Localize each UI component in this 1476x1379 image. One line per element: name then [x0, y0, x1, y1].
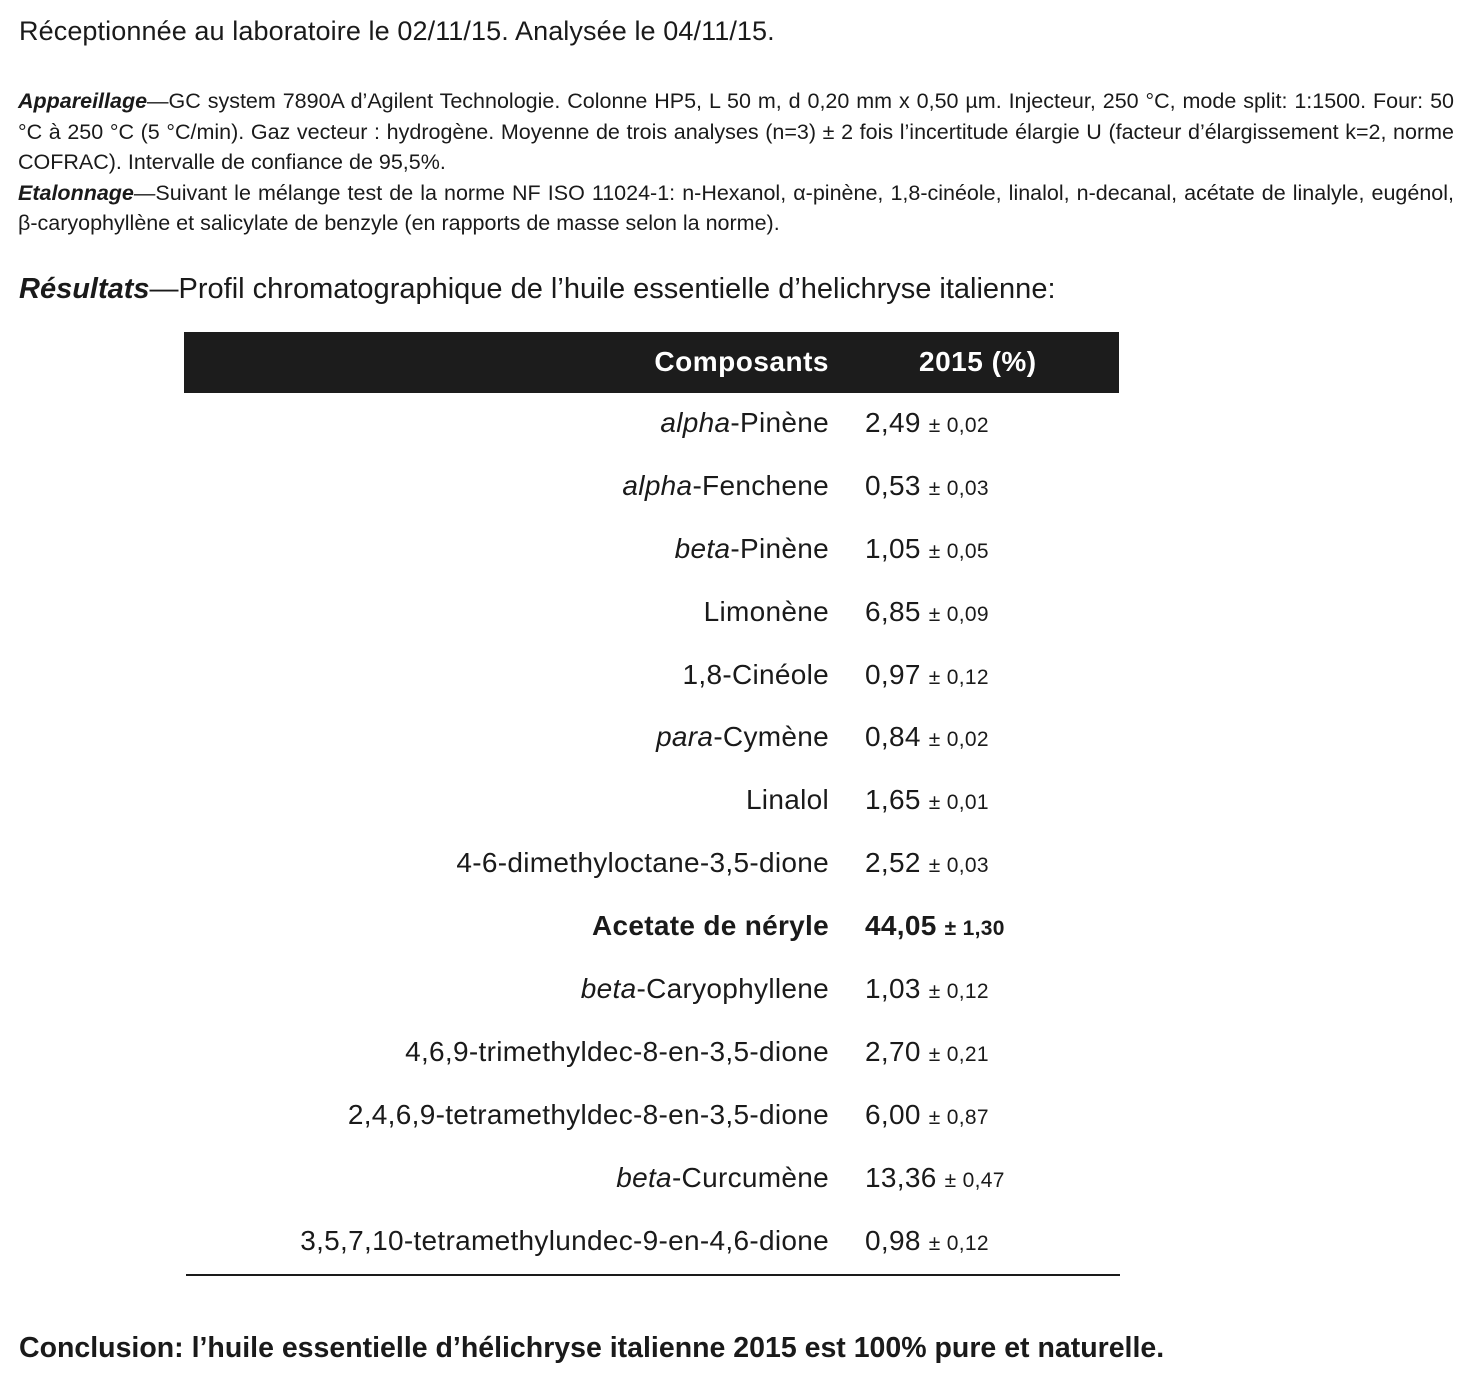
- uncertainty-value: ± 0,03: [928, 476, 989, 500]
- component-value: [865, 407, 989, 439]
- component-prefix: beta: [674, 532, 731, 564]
- reception-line: Réceptionnée au laboratoire le 02/11/15. Analysée le 04/11/15.: [19, 16, 775, 46]
- etalonnage-label: Etalonnage: [18, 180, 134, 205]
- component-label: 2,4,6,9-tetramethyldec-8-en-3,5-dione: [347, 1098, 829, 1130]
- component-label: -Pinène: [730, 532, 829, 564]
- uncertainty-value: ± 0,12: [928, 1231, 989, 1255]
- component-label: -Caryophyllene: [636, 973, 829, 1005]
- methods-section: [18, 86, 1454, 239]
- column-header-components: Composants: [654, 346, 829, 377]
- component-prefix: beta: [580, 973, 637, 1005]
- results-heading: [19, 271, 1056, 307]
- table-row: [184, 1213, 1119, 1276]
- etalonnage-paragraph: [18, 178, 1454, 239]
- component-label: Acetate de néryle: [592, 910, 829, 942]
- table-row: [184, 1087, 1119, 1150]
- conclusion: Conclusion: l’huile essentielle d’hélichryse italienne 2015 est 100% pure et naturelle.: [19, 1332, 1165, 1364]
- table-row: [184, 772, 1119, 835]
- column-header-2015: 2015 (%): [919, 346, 1037, 377]
- table-row: [184, 1024, 1119, 1087]
- percent-value: 0,53: [865, 469, 921, 501]
- component-name: [683, 659, 830, 691]
- component-prefix: beta: [616, 1161, 672, 1193]
- percent-value: 1,05: [865, 532, 921, 564]
- results-text: —Profil chromatographique de l’huile essentielle d’helichryse italienne:: [149, 273, 1056, 305]
- table-header: [184, 332, 1119, 393]
- component-name: [660, 407, 829, 439]
- component-name: [348, 1099, 829, 1131]
- percent-value: 2,52: [865, 847, 921, 879]
- component-value: [865, 910, 1005, 942]
- percent-value: 44,05: [865, 910, 937, 942]
- component-label: -Fenchene: [692, 469, 829, 501]
- appareillage-label: Appareillage: [18, 89, 148, 113]
- table-row: [184, 835, 1119, 898]
- percent-value: 0,84: [865, 721, 921, 753]
- component-prefix: alpha: [622, 469, 693, 501]
- uncertainty-value: ± 0,05: [928, 539, 989, 563]
- table-row: [184, 898, 1119, 961]
- component-label: Limonène: [703, 595, 829, 627]
- appareillage-text: —GC system 7890A d’Agilent Technologie. Colonne HP5, L 50 m, d 0,20 mm x 0,50 µm. Injecteur, 250 °C, mode split: 1:1500. Four: 50 °C à 250 °C (5 °C/min). Gaz vecteur : hydrogène. Moyenne de trois analyses (n=3) ± 2 fois l’incertitude élargie U (facteur d’élargissement k=2, norme COFRAC). Intervalle de confiance de 95,5%.: [18, 89, 1454, 174]
- component-name: [622, 470, 829, 502]
- table-row: [184, 647, 1119, 710]
- uncertainty-value: ± 0,87: [928, 1105, 989, 1129]
- component-label: 4-6-dimethyloctane-3,5-dione: [456, 847, 829, 879]
- etalonnage-text: —Suivant le mélange test de la norme NF ISO 11024-1: n-Hexanol, α-pinène, 1,8-cinéole, linalol, n-decanal, acétate de linalyle, eugénol, β-caryophyllène et salicylate de benzyle (en rapports de masse selon la norme).: [18, 180, 1454, 235]
- percent-value: 0,97: [865, 658, 921, 690]
- results-label: Résultats: [19, 273, 150, 305]
- component-label: 3,5,7,10-tetramethylundec-9-en-4,6-dione: [300, 1224, 829, 1256]
- component-value: [865, 659, 989, 691]
- component-label: -Cymène: [713, 721, 829, 753]
- component-value: [865, 847, 989, 879]
- component-label: 1,8-Cinéole: [682, 658, 829, 690]
- component-prefix: para: [656, 721, 714, 753]
- component-label: Linalol: [745, 784, 829, 816]
- uncertainty-value: ± 0,12: [928, 665, 989, 689]
- component-label: -Pinène: [730, 407, 829, 438]
- component-name: [405, 1036, 829, 1068]
- percent-value: 2,49: [865, 407, 921, 438]
- component-label: -Curcumène: [671, 1161, 829, 1193]
- component-name: [592, 910, 829, 942]
- component-value: [865, 533, 989, 565]
- component-prefix: alpha: [660, 407, 731, 438]
- component-value: [865, 1099, 989, 1131]
- component-value: [865, 721, 989, 753]
- percent-value: 0,98: [865, 1224, 921, 1256]
- component-name: [456, 847, 829, 879]
- uncertainty-value: ± 0,01: [928, 791, 989, 815]
- uncertainty-value: ± 0,09: [928, 602, 989, 626]
- table-row: [184, 961, 1119, 1024]
- uncertainty-value: ± 0,03: [928, 854, 989, 878]
- component-value: [865, 1036, 989, 1068]
- uncertainty-value: ± 1,30: [944, 917, 1005, 941]
- table-row: [184, 521, 1119, 584]
- component-name: [581, 973, 829, 1005]
- component-label: 4,6,9-trimethyldec-8-en-3,5-dione: [405, 1035, 829, 1067]
- component-name: [300, 1225, 829, 1257]
- component-value: [865, 973, 989, 1005]
- component-value: [865, 784, 989, 816]
- table-row: [184, 458, 1119, 521]
- percent-value: 13,36: [865, 1161, 937, 1193]
- percent-value: 1,03: [865, 973, 921, 1005]
- uncertainty-value: ± 0,12: [928, 980, 989, 1004]
- table-row: [184, 395, 1119, 458]
- component-name: [704, 596, 829, 628]
- uncertainty-value: ± 0,47: [944, 1168, 1005, 1192]
- appareillage-paragraph: [18, 86, 1454, 178]
- component-name: [675, 533, 829, 565]
- percent-value: 6,00: [865, 1098, 921, 1130]
- component-value: [865, 596, 989, 628]
- table-row: [184, 584, 1119, 647]
- uncertainty-value: ± 0,21: [928, 1042, 989, 1066]
- table-row: [184, 709, 1119, 772]
- uncertainty-value: ± 0,02: [928, 728, 989, 752]
- component-value: [865, 1225, 989, 1257]
- table-row: [184, 1150, 1119, 1213]
- uncertainty-value: ± 0,02: [928, 414, 989, 437]
- table-bottom-rule: [186, 1274, 1120, 1276]
- component-value: [865, 1162, 1005, 1194]
- percent-value: 6,85: [865, 595, 921, 627]
- percent-value: 1,65: [865, 784, 921, 816]
- percent-value: 2,70: [865, 1035, 921, 1067]
- component-name: [656, 721, 829, 753]
- component-name: [746, 784, 829, 816]
- table-body: [184, 395, 1119, 1275]
- component-name: [616, 1162, 829, 1194]
- component-value: [865, 470, 989, 502]
